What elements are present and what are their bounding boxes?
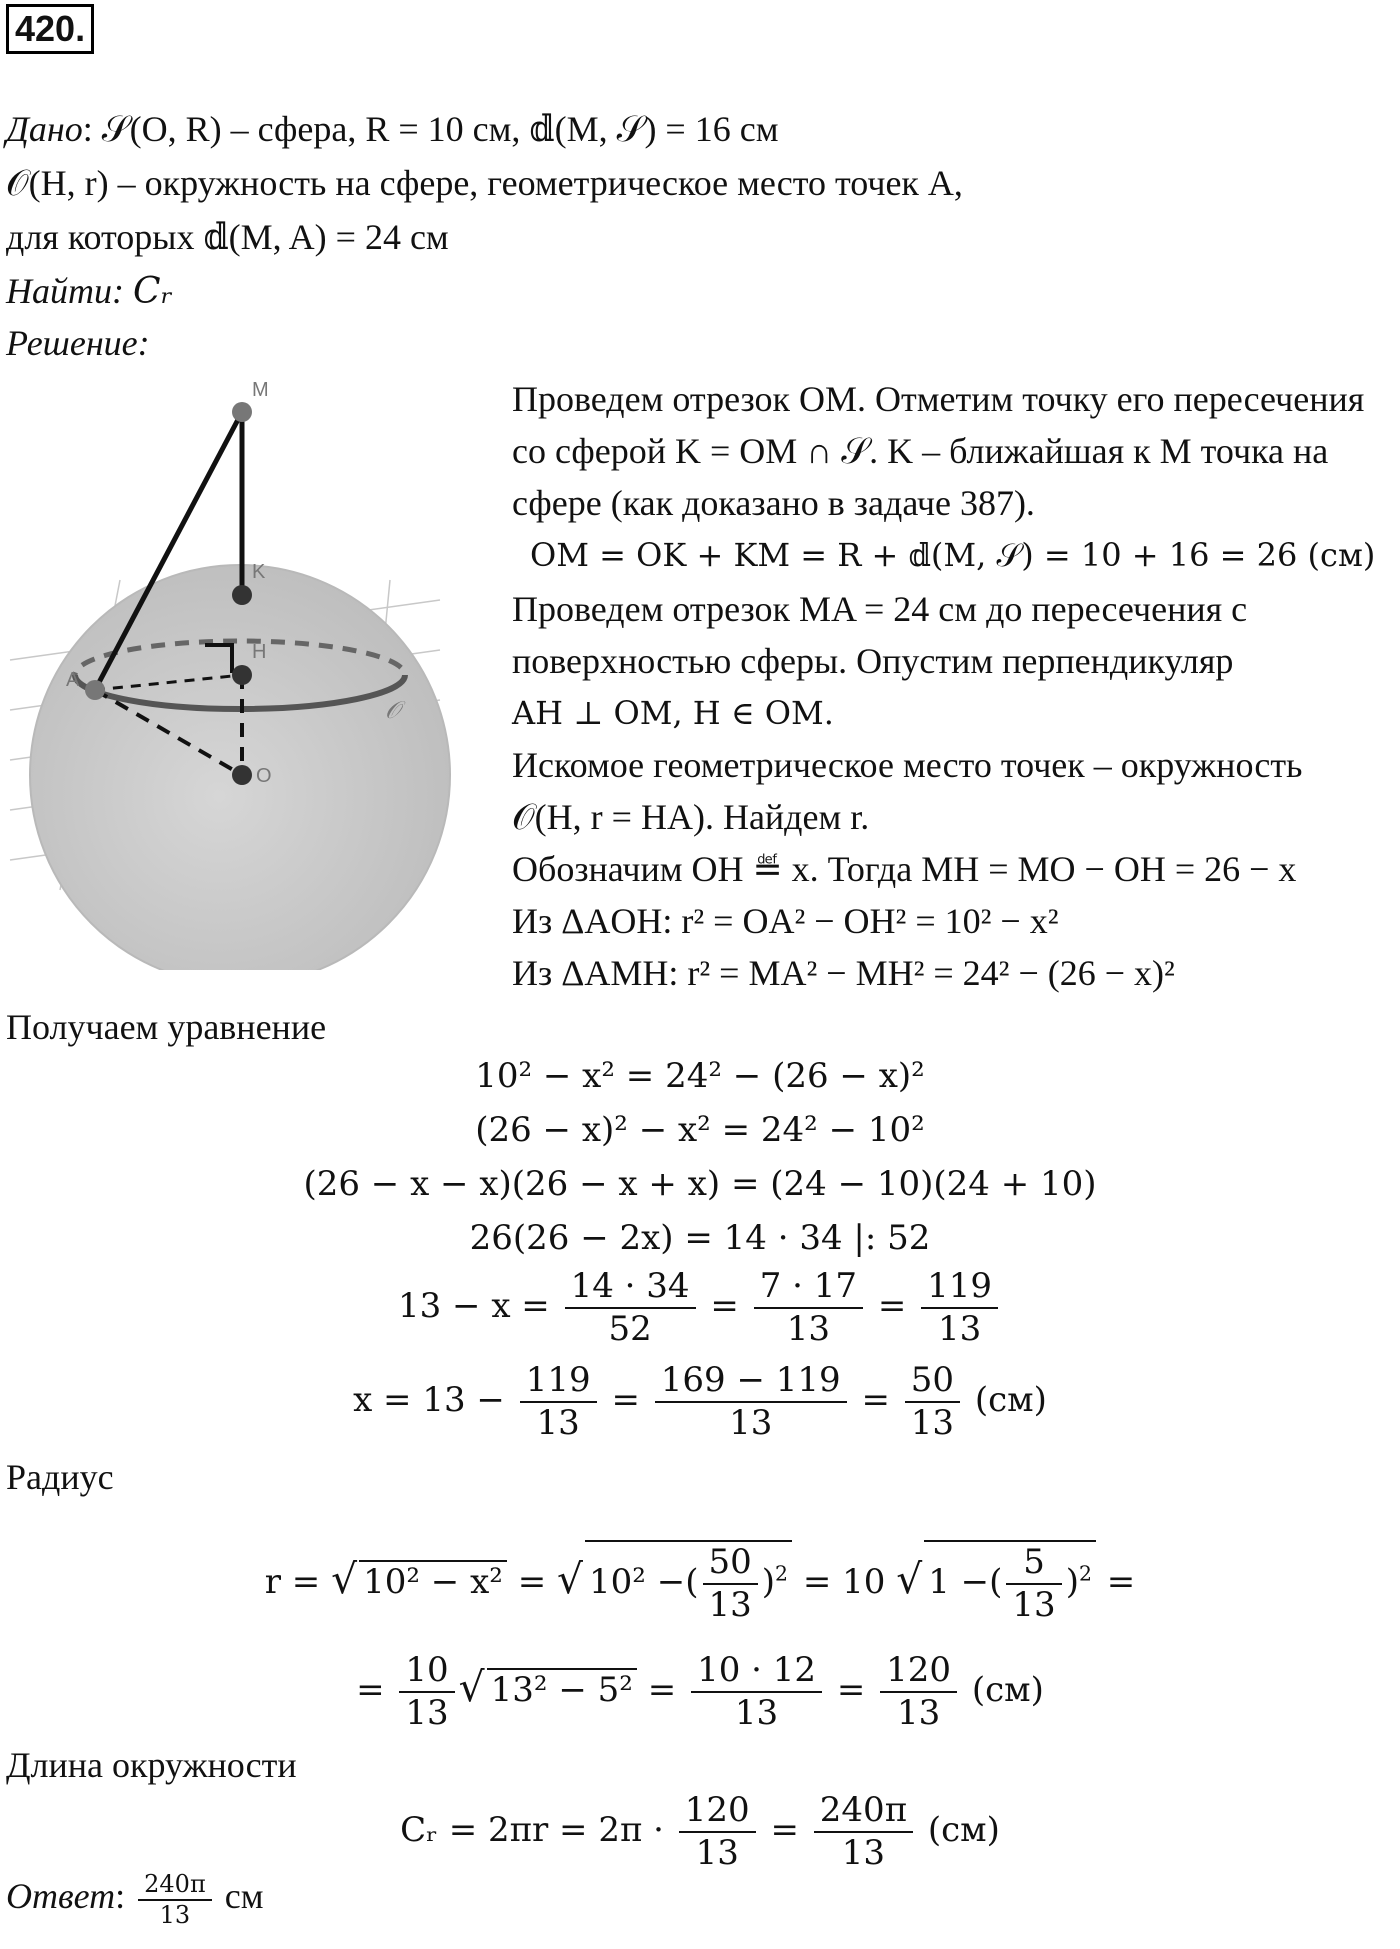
eq6-frac-3 — [905, 1360, 960, 1444]
right-text-12: Из ΔAMH: r² = MA² − MH² = 24² − (26 − x)² — [512, 953, 1175, 993]
r1-g-num: 5 — [1006, 1542, 1061, 1585]
r1-end: = — [1106, 1561, 1136, 1602]
eq6-equals-2: = — [861, 1379, 890, 1420]
right-text-4: OM = OK + KM = R + 𝕕(M, 𝒮) = 10 + 16 = 26 (см) — [530, 536, 1376, 574]
equation-2: (26 − x)² − x² = 24² − 10² — [475, 1110, 925, 1150]
eq5-frac-1 — [565, 1266, 696, 1350]
r2-lead: = — [356, 1669, 385, 1710]
radius-equation-2 — [0, 1650, 1400, 1734]
answer-colon: : — [115, 1876, 126, 1917]
len-frac-1 — [679, 1790, 756, 1874]
answer-unit: см — [224, 1876, 264, 1917]
r2-frac-2 — [691, 1650, 822, 1734]
r1-radicand-1: 10² − x² — [359, 1560, 507, 1603]
r2-f2-den: 13 — [734, 1692, 779, 1733]
len-unit: (см) — [927, 1809, 1000, 1850]
len-equals: = — [770, 1809, 799, 1850]
eq6-lhs: x = 13 − — [353, 1379, 505, 1420]
r1-g-den: 13 — [1012, 1584, 1056, 1625]
eq6-frac-1 — [520, 1360, 597, 1444]
answer-frac — [138, 1870, 212, 1930]
right-text-10: Обозначим OH ≝ x. Тогда MH = MO − OH = 26 − x — [512, 849, 1297, 889]
given-line-3: для которых 𝕕(M, A) = 24 см — [6, 217, 449, 257]
r1-lp-2: ( — [989, 1561, 1003, 1602]
r2-frac-3 — [880, 1650, 957, 1734]
len-lhs: Cᵣ = 2πr = 2π · — [400, 1809, 664, 1850]
len-f1-den: 13 — [695, 1832, 739, 1873]
point-m — [232, 402, 252, 422]
sqrt-sign-icon: √ — [331, 1554, 358, 1603]
equation-5 — [0, 1266, 1400, 1350]
r1-b: = 10 — [802, 1561, 886, 1602]
r2-f1-num: 10 — [399, 1650, 454, 1693]
equation-label: Получаем уравнение — [6, 1007, 327, 1047]
eq6-frac-2 — [655, 1360, 847, 1444]
label-m: M — [252, 379, 269, 401]
eq5-f2-den: 13 — [786, 1308, 830, 1349]
r1-lp-1: ( — [685, 1561, 699, 1602]
len-f1-num: 120 — [679, 1790, 756, 1833]
label-circle: 𝒪 — [385, 697, 401, 724]
r2-f3-num: 120 — [880, 1650, 957, 1693]
point-k — [232, 585, 252, 605]
given-colon: : — [82, 109, 93, 149]
answer-label: Ответ — [6, 1876, 116, 1917]
length-equation — [0, 1790, 1400, 1874]
r1-radicand-3 — [924, 1540, 1096, 1626]
eq5-f1-num: 14 · 34 — [565, 1266, 696, 1309]
radius-equation-1 — [0, 1540, 1400, 1626]
r1-rp-2: ) — [1065, 1561, 1079, 1602]
r2-radicand: 13² − 5² — [487, 1668, 637, 1711]
right-text-3: сфере (как доказано в задаче 387). — [512, 483, 1035, 523]
given-line-2: 𝒪(H, r) – окружность на сфере, геометрическое место точек A, — [6, 163, 963, 203]
r1-sq-2: 2 — [1078, 1561, 1092, 1586]
eq5-f3-num: 119 — [921, 1266, 998, 1309]
label-o: O — [256, 765, 272, 787]
right-text-7: AH ⊥ OM, H ∈ OM. — [512, 694, 834, 732]
r2-f1-den: 13 — [405, 1692, 449, 1733]
eq5-equals-2: = — [877, 1285, 907, 1326]
label-k: K — [252, 561, 266, 583]
eq6-equals-1: = — [611, 1379, 640, 1420]
r1-lhs: r = — [264, 1561, 321, 1602]
eq6-f1-num: 119 — [520, 1360, 597, 1403]
sqrt-sign-icon: √ — [458, 1662, 485, 1711]
r1-f-num: 50 — [703, 1542, 758, 1585]
sphere-figure — [0, 370, 460, 970]
label-a: A — [66, 669, 80, 691]
find-line — [6, 270, 173, 313]
r2-f2-num: 10 · 12 — [691, 1650, 822, 1693]
find-label: Найти: — [6, 271, 124, 311]
right-text-2: со сферой K = OM ∩ 𝒮. K – ближайшая к M точка на — [512, 431, 1329, 471]
len-frac-2 — [814, 1790, 913, 1874]
r1-frac-2 — [1006, 1542, 1061, 1626]
r2-equals-2: = — [836, 1669, 866, 1710]
equation-6 — [0, 1360, 1400, 1444]
r1-equals-1: = — [517, 1561, 547, 1602]
eq5-equals-1: = — [710, 1285, 739, 1326]
len-f2-num: 240π — [814, 1790, 913, 1833]
r2-unit: (см) — [971, 1669, 1044, 1710]
eq6-unit: (см) — [974, 1379, 1047, 1420]
sqrt-sign-icon: √ — [557, 1554, 584, 1603]
label-h: H — [252, 641, 267, 663]
solution-label: Решение: — [6, 323, 150, 363]
eq5-frac-3 — [921, 1266, 998, 1350]
r2-f3-den: 13 — [896, 1692, 941, 1733]
right-text-1: Проведем отрезок OM. Отметим точку его пересечения — [512, 379, 1365, 419]
sqrt-sign-icon: √ — [896, 1554, 923, 1603]
eq5-f2-num: 7 · 17 — [754, 1266, 863, 1309]
right-text-9: 𝒪(H, r = HA). Найдем r. — [512, 797, 870, 837]
eq6-f3-den: 13 — [910, 1402, 955, 1443]
r1-c: 1 − — [928, 1561, 990, 1602]
eq6-f2-num: 169 − 119 — [655, 1360, 847, 1403]
point-o — [232, 765, 252, 785]
eq6-f3-num: 50 — [905, 1360, 960, 1403]
eq5-f1-den: 52 — [608, 1308, 652, 1349]
r1-f-den: 13 — [708, 1584, 752, 1625]
equation-1: 10² − x² = 24² − (26 − x)² — [475, 1056, 925, 1096]
r1-sq-1: 2 — [775, 1561, 789, 1586]
given-line-1 — [6, 108, 779, 151]
eq6-f1-den: 13 — [536, 1402, 580, 1443]
eq5-lhs: 13 − x = — [397, 1285, 550, 1326]
answer-num: 240π — [138, 1870, 212, 1901]
r1-radicand-2 — [585, 1540, 792, 1626]
right-text-11: Из ΔAOH: r² = OA² − OH² = 10² − x² — [512, 901, 1059, 941]
given-label: Дано — [6, 109, 83, 149]
right-text-8: Искомое геометрическое место точек – окружность — [512, 745, 1303, 785]
r2-equals-1: = — [647, 1669, 677, 1710]
answer-den: 13 — [159, 1900, 191, 1929]
eq5-frac-2 — [754, 1266, 863, 1350]
answer-line — [6, 1870, 264, 1930]
radius-label: Радиус — [6, 1457, 114, 1497]
problem-number: 420. — [6, 4, 94, 54]
r1-a: 10² − — [589, 1561, 686, 1602]
r1-frac-1 — [703, 1542, 758, 1626]
find-value: Cᵣ — [132, 271, 174, 312]
right-text-6: поверхностью сферы. Опустим перпендикуляр — [512, 641, 1234, 681]
eq5-f3-den: 13 — [937, 1308, 982, 1349]
given-text-1: 𝒮(O, R) – сфера, R = 10 см, 𝕕(M, 𝒮) = 16 см — [101, 109, 779, 149]
len-f2-den: 13 — [841, 1832, 886, 1873]
right-text-5: Проведем отрезок MA = 24 см до пересечения с — [512, 589, 1248, 629]
eq6-f2-den: 13 — [729, 1402, 773, 1443]
point-h — [232, 665, 252, 685]
equation-4: 26(26 − 2x) = 14 · 34 |: 52 — [469, 1218, 931, 1258]
r2-frac-1 — [399, 1650, 454, 1734]
equation-3: (26 − x − x)(26 − x + x) = (24 − 10)(24 + 10) — [303, 1164, 1097, 1204]
length-label: Длина окружности — [6, 1745, 297, 1785]
point-a — [85, 680, 105, 700]
r1-rp-1: ) — [761, 1561, 776, 1602]
